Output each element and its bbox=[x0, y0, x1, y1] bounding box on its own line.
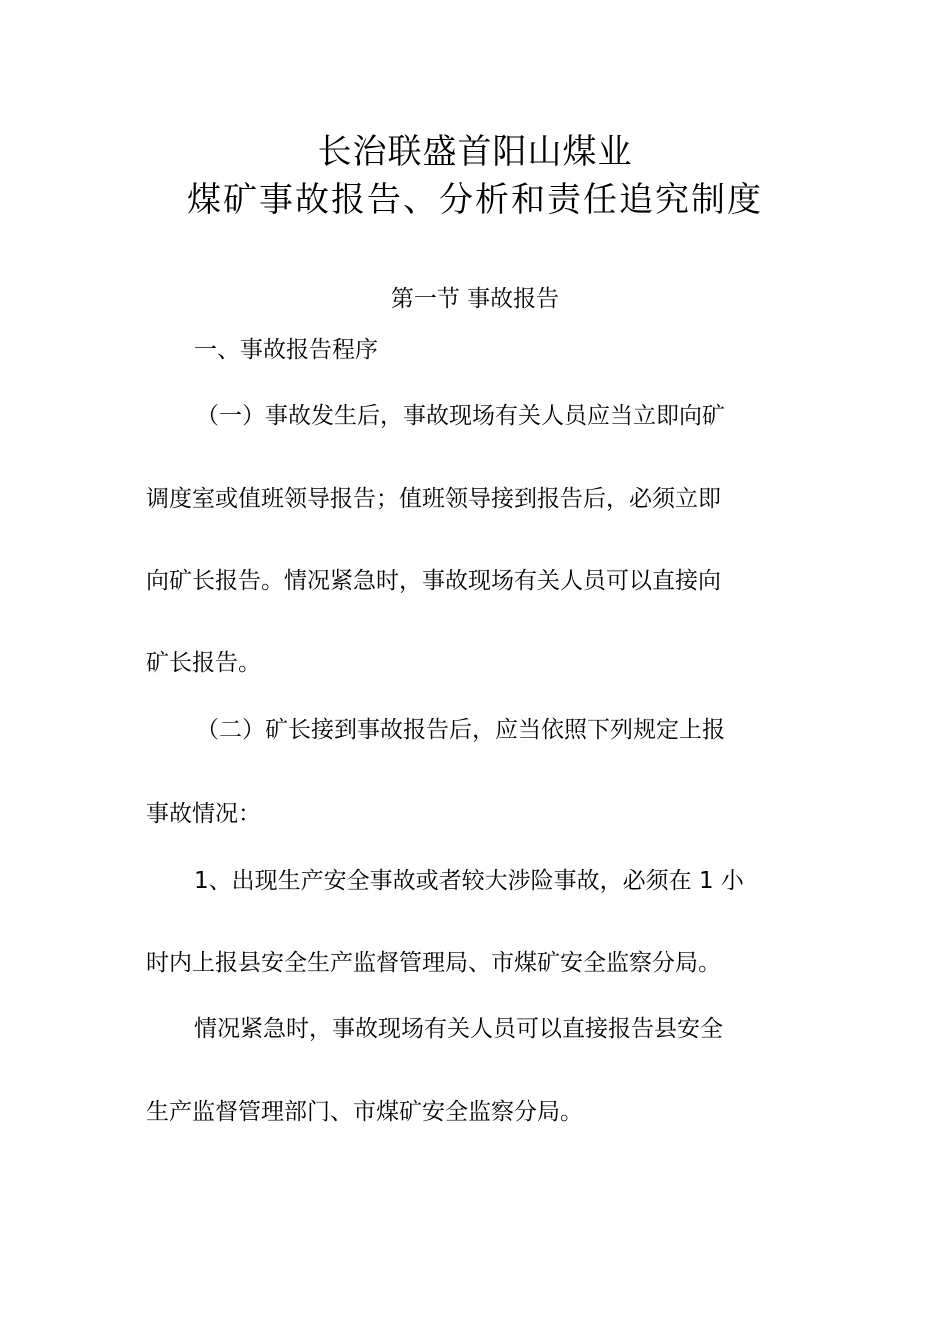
section-heading: 第一节 事故报告 bbox=[390, 286, 560, 312]
paragraph-line: 矿长报告。 bbox=[146, 650, 261, 676]
paragraph-line: （二）矿长接到事故报告后，应当依照下列规定上报 bbox=[196, 717, 725, 743]
paragraph-line: 情况紧急时，事故现场有关人员可以直接报告县安全 bbox=[194, 1016, 723, 1042]
paragraph-line: （一）事故发生后，事故现场有关人员应当立即向矿 bbox=[196, 403, 725, 429]
paragraph-line: 生产监督管理部门、市煤矿安全监察分局。 bbox=[146, 1099, 583, 1125]
paragraph-line: 1、出现生产安全事故或者较大涉险事故，必须在 1 小 bbox=[194, 868, 744, 894]
paragraph-line: 向矿长报告。情况紧急时，事故现场有关人员可以直接向 bbox=[146, 568, 721, 594]
document-title-line2: 煤矿事故报告、分析和责任追究制度 bbox=[187, 180, 763, 220]
paragraph-line: 时内上报县安全生产监督管理局、市煤矿安全监察分局。 bbox=[146, 950, 721, 976]
document-title-line1: 长治联盛首阳山煤业 bbox=[317, 132, 633, 172]
subheading: 一、事故报告程序 bbox=[194, 337, 378, 363]
paragraph-line: 调度室或值班领导报告；值班领导接到报告后，必须立即 bbox=[146, 486, 721, 512]
paragraph-line: 事故情况： bbox=[146, 801, 261, 827]
